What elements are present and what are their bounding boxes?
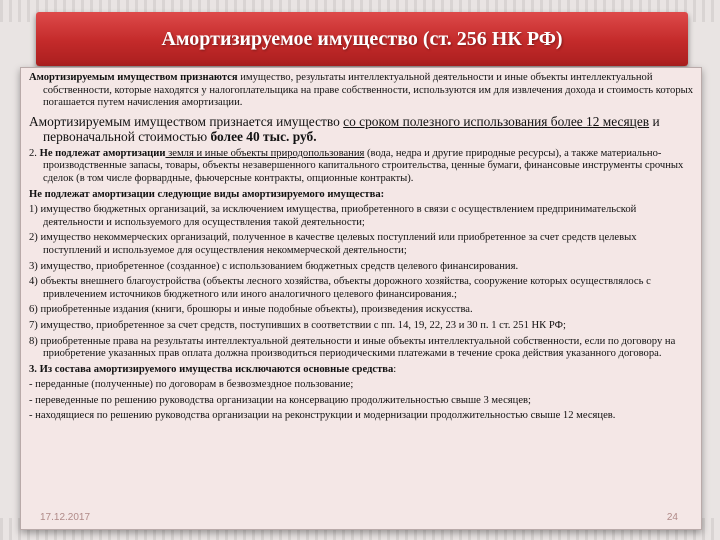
paragraph-not-amortized	[29, 148, 695, 186]
list-item: 3) имущество, приобретенное (созданное) с использованием бюджетных средств целевого финансирования.	[29, 260, 519, 272]
types-heading: Не подлежат амортизации следующие виды амортизируемого имущества:	[29, 188, 385, 200]
footer-date: 17.12.2017	[40, 512, 91, 523]
item-number: 2.	[29, 147, 40, 159]
slide-content	[20, 67, 702, 530]
not-amortized-bold: Не подлежат амортизации	[39, 147, 166, 159]
paragraph-excluded	[29, 364, 695, 377]
not-amortized-underline: земля и иные объекты природопользования	[165, 147, 365, 159]
definition-text: имущество, результаты интеллектуальной деятельности и иные объекты интеллектуальной собственности, которые находятся у налогоплательщика на праве собственности, используются им для извлечения дохода и стоимость которых погашается путем начисления амортизации.	[43, 72, 694, 109]
paragraph-criteria	[29, 114, 695, 144]
criteria-text-b: и первоначальной стоимостью	[43, 113, 660, 144]
criteria-value: более 40 тыс. руб.	[210, 128, 317, 144]
excluded-heading: 3. Из состава амортизируемого имущества исключаются основные средства	[29, 363, 394, 375]
list-item: 7) имущество, приобретенное за счет средств, поступивших в соответствии с пп. 14, 19, 22, 23 и 30 п. 1 ст. 251 НК РФ;	[29, 319, 566, 331]
slide-title: Амортизируемое имущество (ст. 256 НК РФ)	[161, 27, 563, 50]
not-amortized-text: (вода, недра и другие природные ресурсы), а также материально-производственные запасы, товары, объекты незавершенного капитального строительства, ценные бумаги, финансовые инструменты срочных сделок (в том числе форвардные, фьючерсные контракты, опционные контракты).	[43, 147, 684, 184]
dash-item: - переведенные по решению руководства организации на консервацию продолжительностью свыше 3 месяцев;	[29, 394, 531, 406]
list-item: 1) имущество бюджетных организаций, за исключением имущества, приобретенного в связи с осуществлением предпринимательской деятельности и используемого для осуществления такой деятельности;	[29, 204, 637, 228]
list-item: 6) приобретенные издания (книги, брошюры и иные подобные объекты), произведения искусства.	[29, 304, 473, 316]
list-item: 2) имущество некоммерческих организаций, полученное в качестве целевых поступлений или приобретенное за счет средств целевых поступлений и используемое для осуществления некоммерческой деятельности;	[29, 232, 637, 256]
dash-item: - переданные (полученные) по договорам в безвозмездное пользование;	[29, 379, 354, 391]
definition-bold: Амортизируемым имуществом признаются	[29, 72, 238, 83]
criteria-text-a: Амортизируемым имуществом признается имущество	[29, 113, 344, 129]
paragraph-definition	[29, 72, 695, 110]
list-item: 8) приобретенные права на результаты интеллектуальной деятельности и иные объекты интеллектуальной собственности, если по договору на приобретение указанных прав оплата должна производиться периодическими платежами в течение срока действия указанного договора.	[29, 335, 676, 360]
slide-title-bar	[36, 12, 688, 66]
page-number: 24	[666, 512, 678, 523]
paragraph-heading-types	[29, 189, 695, 202]
excluded-colon: :	[393, 363, 397, 375]
dash-item: - находящиеся по решению руководства организации на реконструкции и модернизации продолжительностью свыше 12 месяцев.	[29, 410, 616, 422]
criteria-term: со сроком полезного использования более 12 месяцев	[343, 113, 650, 129]
list-item: 4) объекты внешнего благоустройства (объекты лесного хозяйства, объекты дорожного хозяйства, сооружение которых осуществлялось с привлечением источников бюджетного или иного аналогичного целевого финансирования.;	[29, 276, 651, 300]
